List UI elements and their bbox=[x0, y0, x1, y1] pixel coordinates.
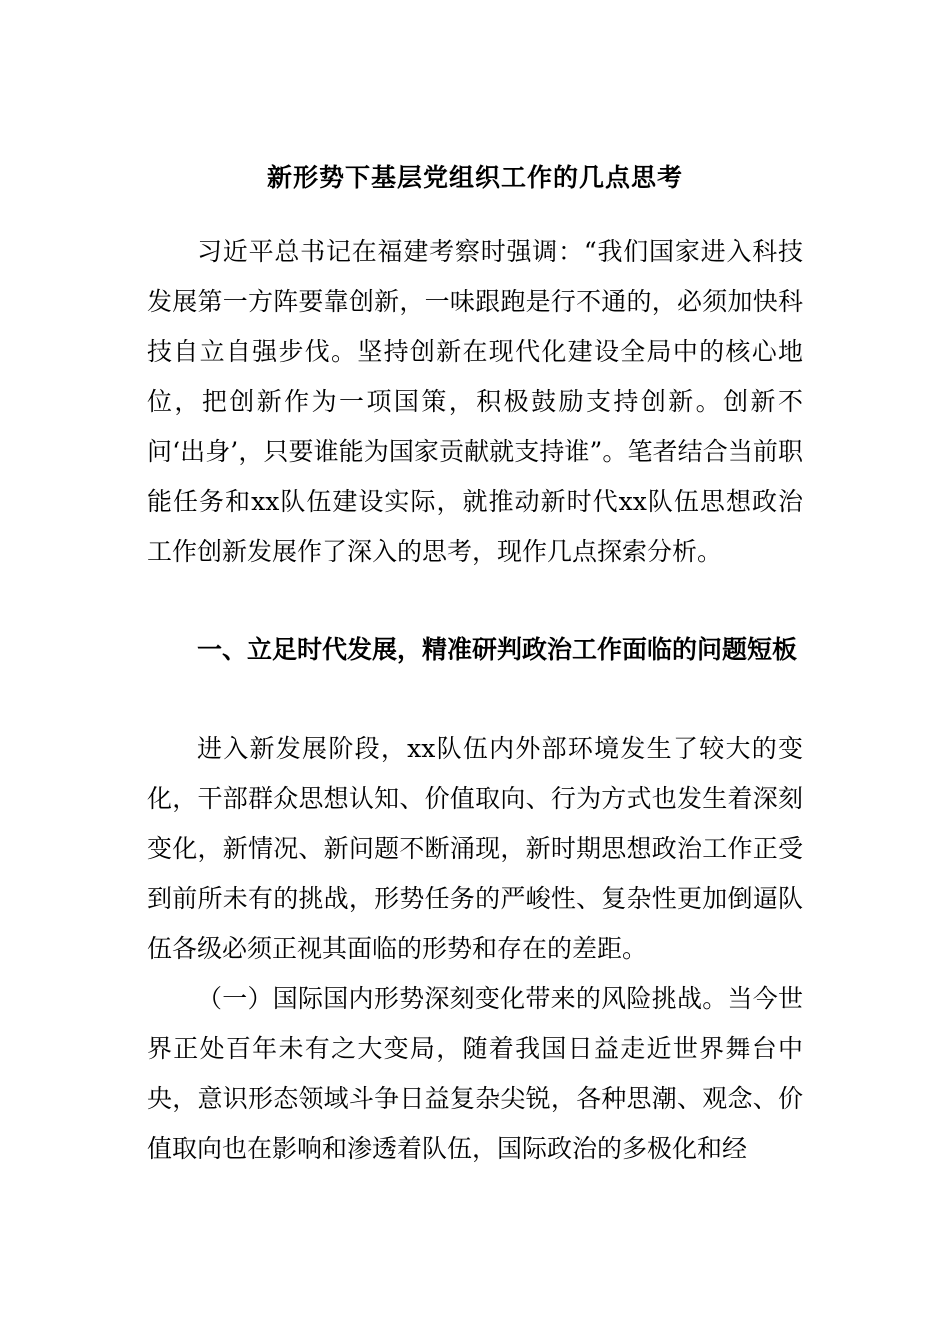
intro-paragraph: 习近平总书记在福建考察时强调：“我们国家进入科技发展第一方阵要靠创新，一味跟跑是行不通的，必须加快科技自立自强步伐。坚持创新在现代化建设全局中的核心地位，把创新作为一项国策，积极鼓励支持创新。创新不问‘出身’，只要谁能为国家贡献就支持谁”。笔者结合当前职能任务和xx队伍建设实际，就推动新时代xx队伍思想政治工作创新发展作了深入的思考，现作几点探索分析。 bbox=[147, 237, 803, 566]
section-heading: 一、立足时代发展，精准研判政治工作面临的问题短板 bbox=[197, 635, 798, 664]
document-title: 新形势下基层党组织工作的几点思考 bbox=[266, 163, 683, 192]
section-paragraph-1: 进入新发展阶段，xx队伍内外部环境发生了较大的变化，干部群众思想认知、价值取向、行为方式也发生着深刻变化，新情况、新问题不断涌现，新时期思想政治工作正受到前所未有的挑战，形势任务的严峻性、复杂性更加倒逼队伍各级必须正视其面临的形势和存在的差距。 bbox=[147, 734, 803, 963]
section-paragraph-2: （一）国际国内形势深刻变化带来的风险挑战。当今世界正处百年未有之大变局，随着我国日益走近世界舞台中央，意识形态领域斗争日益复杂尖锐，各种思潮、观念、价值取向也在影响和渗透着队伍，国际政治的多极化和经 bbox=[147, 984, 803, 1163]
